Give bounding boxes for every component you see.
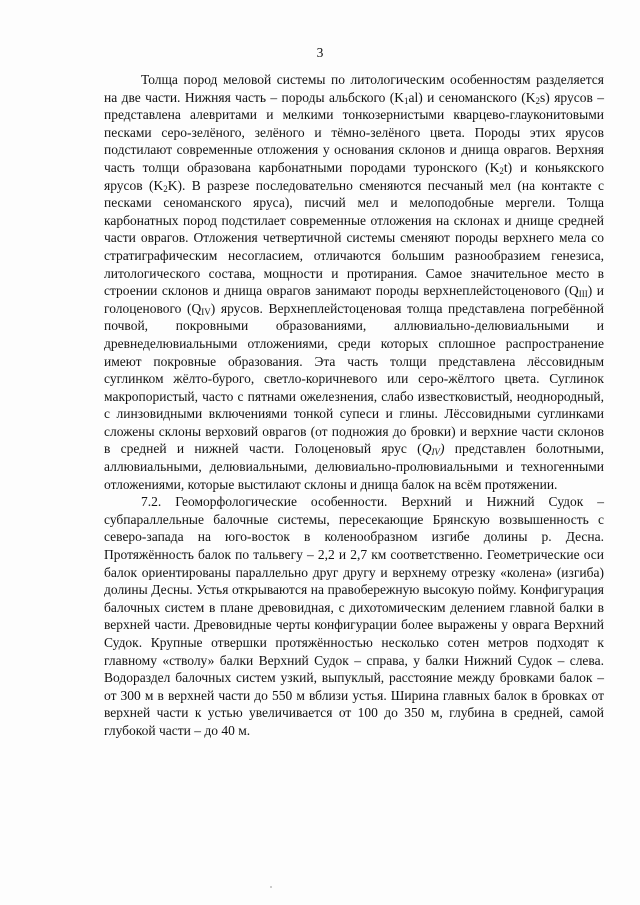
page-number: 3 bbox=[316, 45, 324, 60]
body-text bbox=[104, 71, 604, 740]
text-run: ) и голоценового (Q bbox=[104, 283, 604, 316]
subscript: 2 bbox=[163, 183, 168, 194]
text-run: Толща пород меловой системы по литологическим особенностям разделяется на две части. Нижняя часть – породы альбского (K bbox=[104, 72, 604, 105]
subscript: IV bbox=[431, 447, 440, 458]
subscript: III bbox=[578, 289, 588, 300]
scan-speck bbox=[270, 886, 272, 888]
subscript: 1 bbox=[404, 95, 409, 106]
italic-symbol: Q bbox=[421, 441, 432, 457]
text-run: ) ярусов. Верхнеплейстоценовая толща представлена погребённой почвой, покровными образованиями, аллювиально-делювиальными и древнеделювиальными отложениями, среди которых сплошное распространение имеют покровные образования. Эта часть толщи представлена лёссовидным суглинком жёлто-бурого, светло-коричневого или серо-жёлтого цвета. Суглинок макропористый, часто с пятнами ожелезнения, слабо известковистый, неоднородный, с линзовидными включениями тонкой супеси и глины. Лёссовидными суглинками сложены склоны верховий оврагов (от подножия до бровки) и верхние части склонов в средней и нижней части. Голоценовый ярус ( bbox=[104, 300, 605, 457]
text-run: K). В разрезе последовательно сменяются песчаный мел (на контакте с песками сеноманского яруса), писчий мел и мелоподобные мергели. Толща карбонатных пород подстилает современные отложения на склонах и днище средней части оврагов. Отложения четвертичной системы сменяют породы верхнего мела со стратиграфическим несогласием, отличаются большим разнообразием генезиса, литологического состава, мощности и протирания. Самое значительное место в строении склонов и днища оврагов занимают породы верхнеплейстоценового (Q bbox=[104, 177, 604, 299]
subscript: 2 bbox=[499, 165, 504, 176]
paragraph-geomorphology: 7.2. Геоморфологические особенности. Верхний и Нижний Судок – субпараллельные балочные системы, пересекающие Брянскую возвышенность с северо-запада на юго-восток в коленообразном изгибе долины р. Десна. Протяжённость балок по тальвегу – 2,2 и 2,7 км соответственно. Геометрические оси балок ориентированы параллельно друг другу и верхнему отрезку «колена» (изгиба) долины Десны. Устья открываются на правобережную высокую пойму. Конфигурация балочных систем в плане древовидная, с дихотомическим делением главной балки в верхней части. Древовидные черты конфигурации более выражены у оврага Верхний Судок. Крупные отвершки протяжённостью несколько сотен метров подходят к главному «стволу» балки Верхний Судок – справа, у балки Нижний Судок – слева. Водораздел балочных систем узкий, выпуклый, расстояние между бровками балок – от 300 м в верхней части до 550 м вблизи устья. Ширина главных балок в бровках от верхней части к устью увеличивается от 100 до 350 м, глубина в средней, самой глубокой части – до 40 м. bbox=[104, 494, 604, 738]
italic-symbol: ) bbox=[439, 441, 445, 457]
paragraph-lithology bbox=[104, 71, 604, 493]
subscript: 2 bbox=[535, 95, 541, 106]
text-run: s) ярусов – представлена алевритами и мелкими тонкозернистыми кварцево-глауконитовыми песками серо-зелёного, зелёного и тёмно-зелёного цвета. Породы этих ярусов подстилают современные отложения у основания склонов и днища оврагов. Верхняя часть толщи образована карбонатными породами туронского (K bbox=[104, 89, 604, 175]
text-run: t) и коньякского ярусов (K bbox=[104, 159, 604, 193]
text-run: al) и сеноманского (K bbox=[408, 89, 536, 105]
text-run: представлен болотными, аллювиальными, делювиальными, делювиально-пролювиальными и техногенными отложениями, которые выстилают склоны и днища балок на всём протяжении. bbox=[104, 441, 604, 492]
subscript: IV bbox=[201, 306, 211, 317]
